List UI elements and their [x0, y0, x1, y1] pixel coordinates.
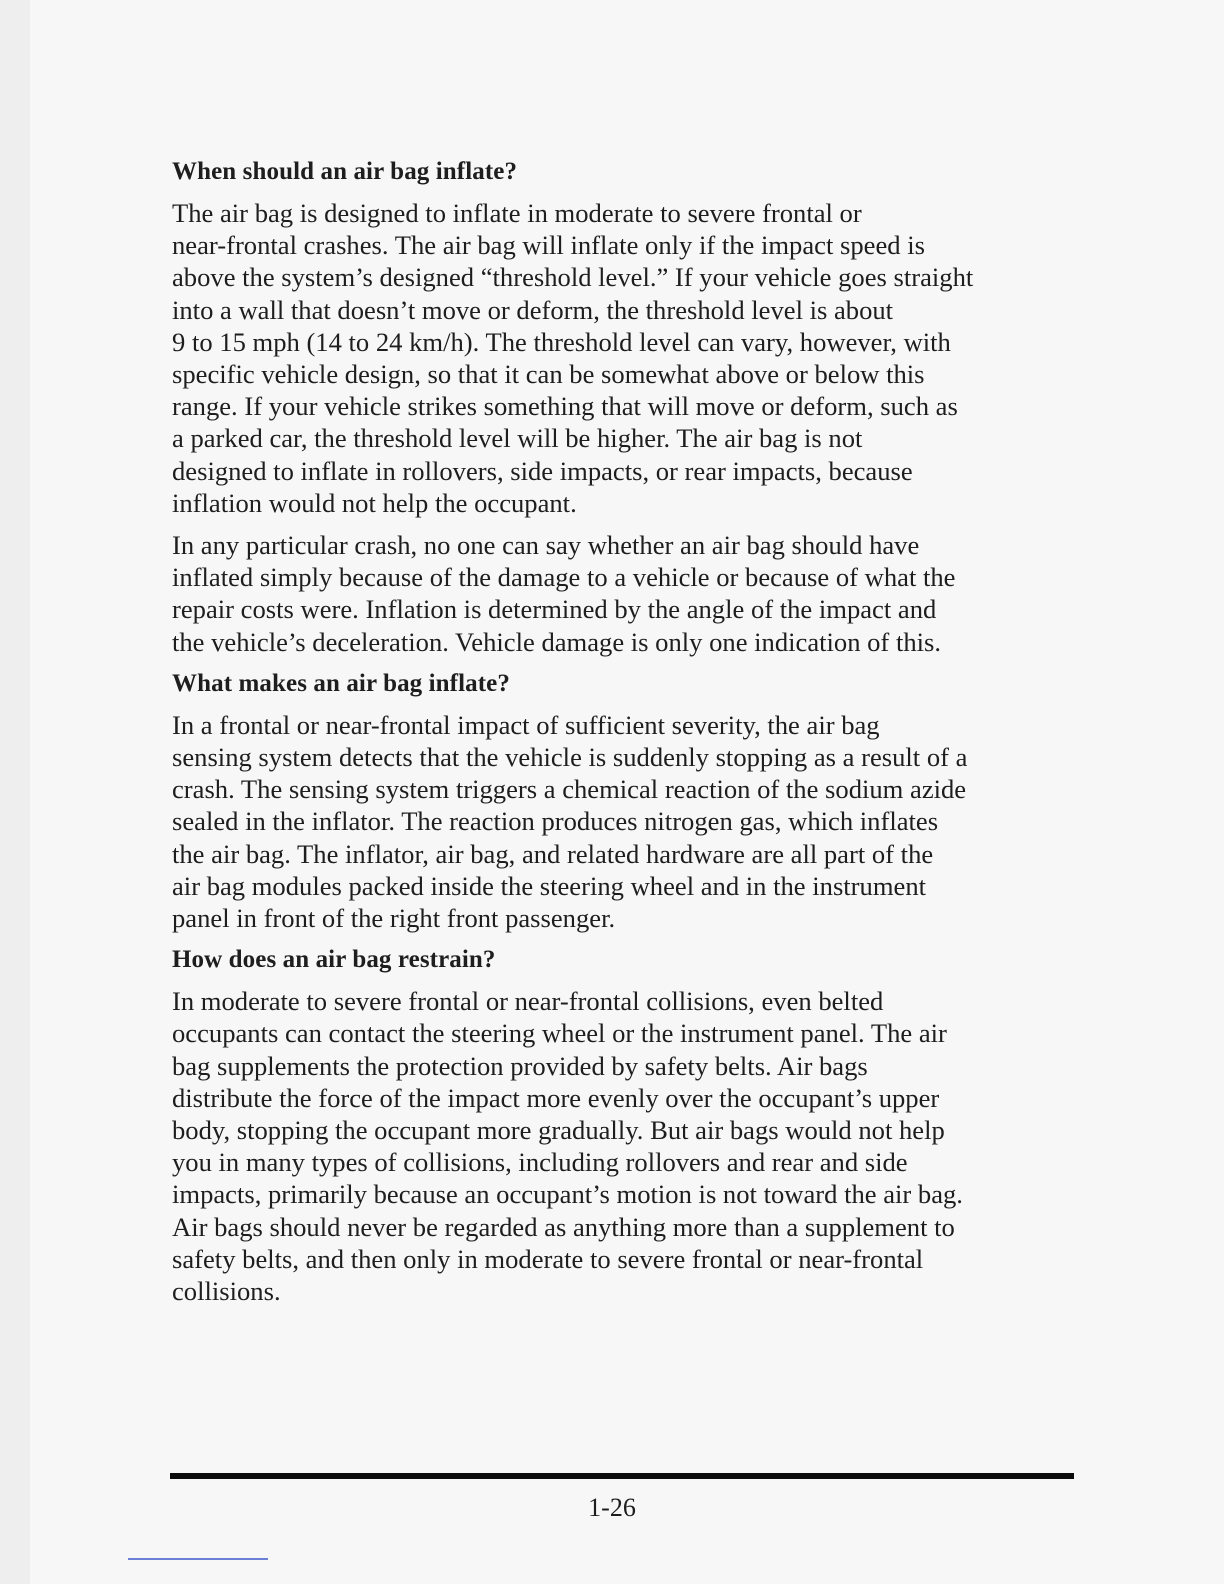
section-heading: How does an air bag restrain?	[172, 946, 496, 974]
footer-link-underline	[128, 1558, 268, 1560]
section-when-inflate	[172, 156, 1072, 658]
section-paragraph: In a frontal or near-frontal impact of sufficient severity, the air bag sensing system detects that the vehicle is suddenly stopping as a result of a crash. The sensing system triggers a chemical reaction of the sodium azide sealed in the inflator. The reaction produces nitrogen gas, which inflates the air bag. The inflator, air bag, and related hardware are all part of the air bag modules packed inside the steering wheel and in the instrument panel in front of the right front passenger.	[172, 709, 968, 934]
section-what-makes-inflate	[172, 668, 1072, 934]
footer-rule	[170, 1473, 1074, 1479]
section-how-restrain	[172, 944, 1072, 1307]
section-paragraph: In moderate to severe frontal or near-frontal collisions, even belted occupants can contact the steering wheel or the instrument panel. The air bag supplements the protection provided by safety belts. Air bags distribute the force of the impact more evenly over the occupant’s upper body, stopping the occupant more gradually. But air bags would not help you in many types of collisions, including rollovers and rear and side impacts, primarily because an occupant’s motion is not toward the air bag. Air bags should never be regarded as anything more than a supplement to safety belts, and then only in moderate to severe frontal or near-frontal collisions.	[172, 986, 963, 1307]
section-heading: What makes an air bag inflate?	[172, 669, 510, 697]
section-paragraph: The air bag is designed to inflate in moderate to severe frontal or near-frontal crashes. The air bag will inflate only if the impact speed is above the system’s designed “threshold level.” If your vehicle goes straight into a wall that doesn’t move or deform, the threshold level is about 9 to 15 mph (14 to 24 km/h). The threshold level can vary, however, with specific vehicle design, so that it can be somewhat above or below this range. If your vehicle strikes something that will move or deform, such as a parked car, the threshold level will be higher. The air bag is not designed to inflate in rollovers, side impacts, or rear impacts, because inflation would not help the occupant.	[172, 198, 974, 518]
page-content	[172, 156, 1072, 1317]
page-number: 1-26	[588, 1493, 636, 1522]
section-paragraph: In any particular crash, no one can say whether an air bag should have inflated simply because of the damage to a vehicle or because of what the repair costs were. Inflation is determined by the angle of the impact and the vehicle’s deceleration. Vehicle damage is only one indication of this.	[172, 530, 956, 657]
section-heading: When should an air bag inflate?	[172, 158, 518, 185]
